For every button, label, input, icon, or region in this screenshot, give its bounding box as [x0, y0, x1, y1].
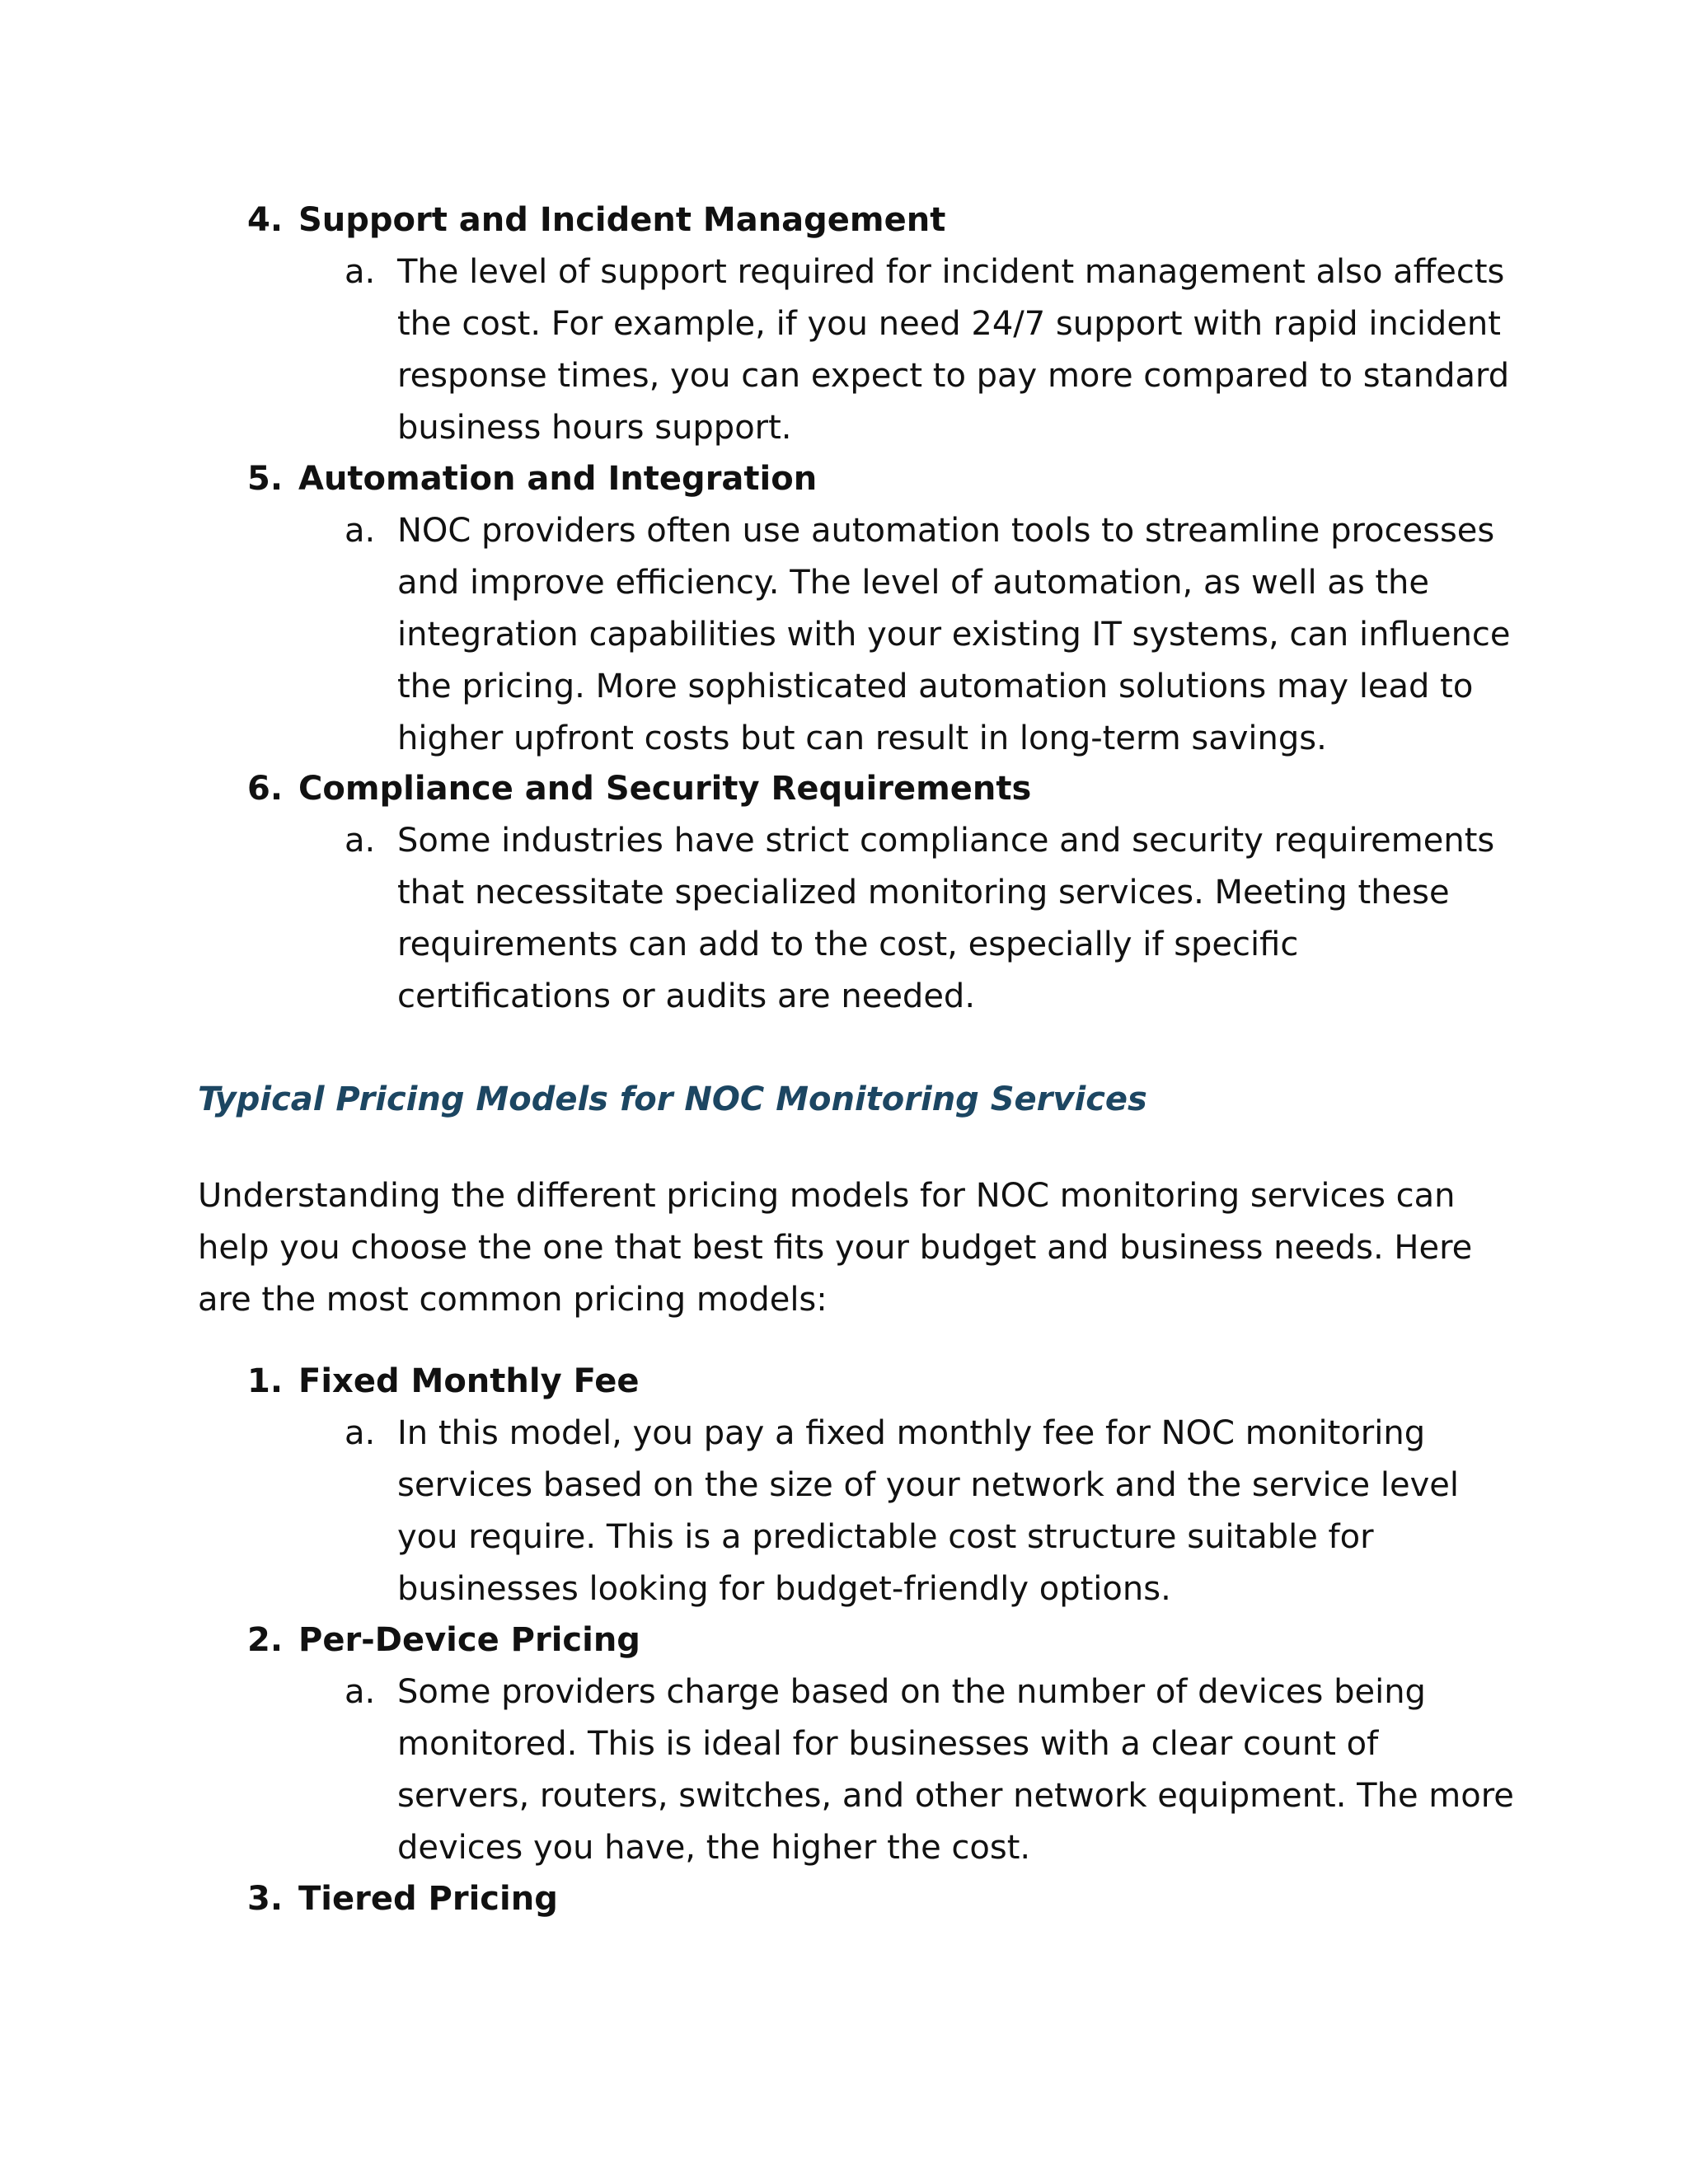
intro-paragraph: Understanding the different pricing models for NOC monitoring services can help you choose the one that best fits your budget and business needs. Here are the most common pricing models: [198, 1177, 1473, 1319]
list-item-title: Support and Incident Management [298, 201, 946, 239]
sub-item-letter: a. [345, 253, 376, 291]
sub-item-letter: a. [345, 1673, 376, 1711]
sub-item-text: The level of support required for incident management also affects the cost. For example, if you need 24/7 support with rapid incident response times, you can expect to pay more compared to standard business hours support. [397, 253, 1510, 447]
sub-item-text: In this model, you pay a fixed monthly fee for NOC monitoring services based on the size of your network and the service level you require. This is a predictable cost structure suitable for businesses looking for budget-friendly options. [397, 1414, 1459, 1608]
list-number: 4. [247, 201, 284, 239]
list-number: 2. [247, 1621, 284, 1659]
sub-item-text: Some industries have strict compliance and security requirements that necessitate specialized monitoring services. Meeting these requirements can add to the cost, especially if specific certifications or audits are needed. [397, 822, 1495, 1015]
list-number: 6. [247, 770, 284, 808]
list-item-title: Automation and Integration [298, 460, 818, 498]
list-item-title: Per-Device Pricing [298, 1621, 640, 1659]
list-number: 5. [247, 460, 284, 498]
list-number: 3. [247, 1880, 284, 1918]
list-item-title: Compliance and Security Requirements [298, 770, 1032, 808]
section-heading: Typical Pricing Models for NOC Monitoring Services [198, 1080, 1147, 1118]
sub-item-letter: a. [345, 512, 376, 550]
sub-item-text: NOC providers often use automation tools to streamline processes and improve efficiency. The level of automation, as well as the integration capabilities with your existing IT systems, can influence the pricing. More sophisticated automation solutions may lead to higher upfront costs but can result in long-term savings. [397, 512, 1511, 757]
sub-item-letter: a. [345, 1414, 376, 1452]
sub-item-text: Some providers charge based on the number of devices being monitored. This is ideal for businesses with a clear count of servers, routers, switches, and other network equipment. The more devices you have, the higher the cost. [397, 1673, 1514, 1867]
sub-item-letter: a. [345, 822, 376, 860]
list-number: 1. [247, 1362, 284, 1400]
list-item-title: Fixed Monthly Fee [298, 1362, 640, 1400]
list-item-title: Tiered Pricing [298, 1880, 558, 1918]
